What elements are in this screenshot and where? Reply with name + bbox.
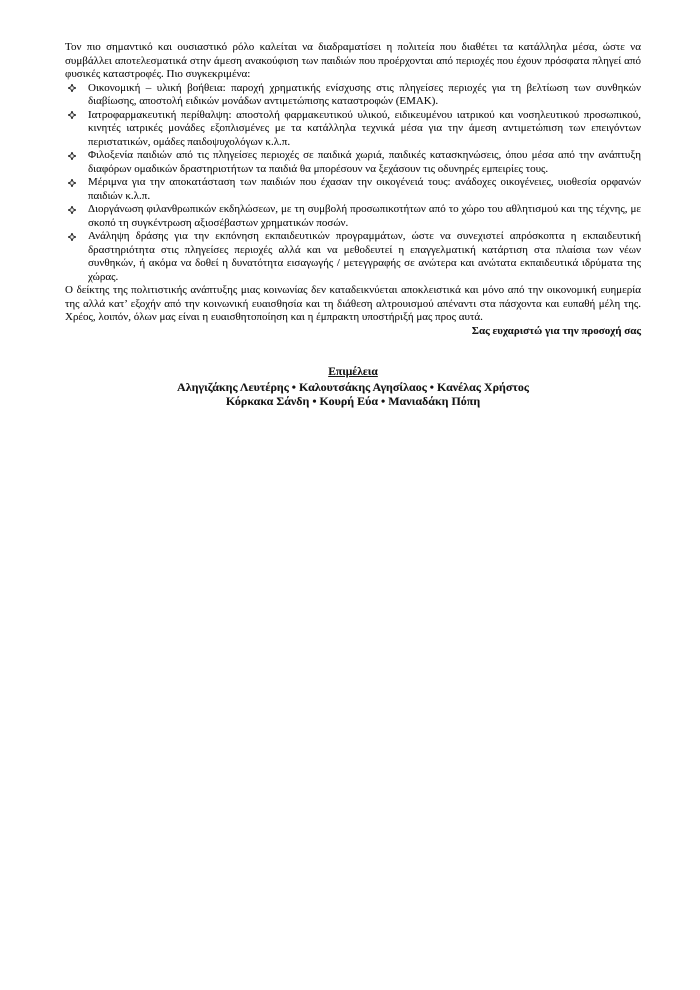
diamond-star-bullet-icon: [68, 233, 76, 241]
bullet-item: [65, 149, 641, 176]
diamond-star-bullet-icon: [68, 179, 76, 187]
bullet-text: Οικονομική – υλική βοήθεια: παροχή χρηματικής ενίσχυσης στις πληγείσες περιοχές για τη βελτίωση των συνθηκών διαβίωσης, αποστολή ειδικών μονάδων αντιμετώπισης καταστροφών (ΕΜΑΚ).: [88, 81, 641, 107]
editors-title: Επιμέλεια: [328, 366, 378, 378]
bullet-text: Ανάληψη δράσης για την εκπόνηση εκπαιδευτικών προγραμμάτων, ώστε να συνεχιστεί απρόσκοπτα η εκπαιδευτική δραστηριότητα στις πληγείσες περιοχές αλλά και να μεθοδευτεί η επαγγελματική κατάρτιση στα πλαίσια των νέων συνθηκών, ή ακόμα να δοθεί η δυνατότητα εισαγωγής / μετεγγραφής σε ανώτερα και ανώτατα εκπαιδευτικά ιδρύματα της χώρας.: [88, 230, 641, 283]
bullet-text: Φιλοξενία παιδιών από τις πληγείσες περιοχές σε παιδικά χωριά, παιδικές κατασκηνώσεις, όπου μέσα από την ανάπτυξη διαφόρων ομαδικών δραστηριοτήτων τα παιδιά θα μπορέσουν να ξεχάσουν τις οδυνηρές εμπειρίες τους.: [88, 149, 641, 175]
editors-section: [65, 365, 641, 408]
diamond-star-bullet-icon: [68, 111, 76, 119]
bullet-item: [65, 230, 641, 284]
intro-paragraph: Τον πιο σημαντικό και ουσιαστικό ρόλο καλείται να διαδραματίσει η πολιτεία που διαθέτει τα κατάλληλα μέσα, ώστε να συμβάλλει αποτελεσματικά στην άμεση ανακούφιση των παιδιών που προέρχονται από περιοχές που έχουν πρόσφατα πληγεί από φυσικές καταστροφές. Πιο συγκεκριμένα:: [65, 41, 641, 80]
editors-line-2: Κόρκακα Σάνδη • Κουρή Εύα • Μανιαδάκη Πόπη: [225, 393, 481, 408]
closing-paragraph: Ο δείκτης της πολιτιστικής ανάπτυξης μιας κοινωνίας δεν καταδεικνύεται αποκλειστικά και μόνο από την οικονομική ευημερία της αλλά κατ’ εξοχήν από την κοινωνική ευαισθησία και τη διάθεση αλτρουισμού απέναντι στα πάσχοντα και ευπαθή μέλη της. Χρέος, λοιπόν, όλων μας είναι η ευαισθητοποίηση και η έμπρακτη υποστήριξή μας προς αυτά.: [65, 284, 641, 323]
thanks-line: Σας ευχαριστώ για την προσοχή σας: [471, 324, 641, 337]
bullet-text: Ιατροφαρμακευτική περίθαλψη: αποστολή φαρμακευτικού υλικού, ειδικευμένου ιατρικού και νοσηλευτικού προσωπικού, κινητές ιατρικές μονάδες εξοπλισμένες με τα κατάλληλα τεχνικά μέσα για την άμεση αντιμετώπιση των επειγόντων περιστατικών, ομάδες παιδοψυχολόγων κ.λ.π.: [88, 108, 641, 148]
bullet-list: [65, 82, 641, 285]
diamond-star-bullet-icon: [68, 152, 76, 160]
bullet-text: Διοργάνωση φιλανθρωπικών εκδηλώσεων, με τη συμβολή προσωπικοτήτων από το χώρο του αθλητισμού και της τέχνης, με σκοπό τη συγκέντρωση αξιοσέβαστων χρηματικών ποσών.: [88, 203, 641, 229]
diamond-star-bullet-icon: [68, 84, 76, 92]
bullet-item: [65, 109, 641, 150]
editors-line-1: Αληγιζάκης Λευτέρης • Καλουτσάκης Αγησίλαος • Κανέλας Χρήστος: [177, 379, 529, 394]
diamond-star-bullet-icon: [68, 206, 76, 214]
document-content: [65, 41, 641, 408]
bullet-text: Μέριμνα για την αποκατάσταση των παιδιών που έχασαν την οικογένειά τους: ανάδοχες οικογένειες, υιοθεσία ορφανών παιδιών κ.λ.π.: [88, 176, 641, 202]
bullet-item: [65, 176, 641, 203]
bullet-item: [65, 203, 641, 230]
bullet-item: [65, 82, 641, 109]
